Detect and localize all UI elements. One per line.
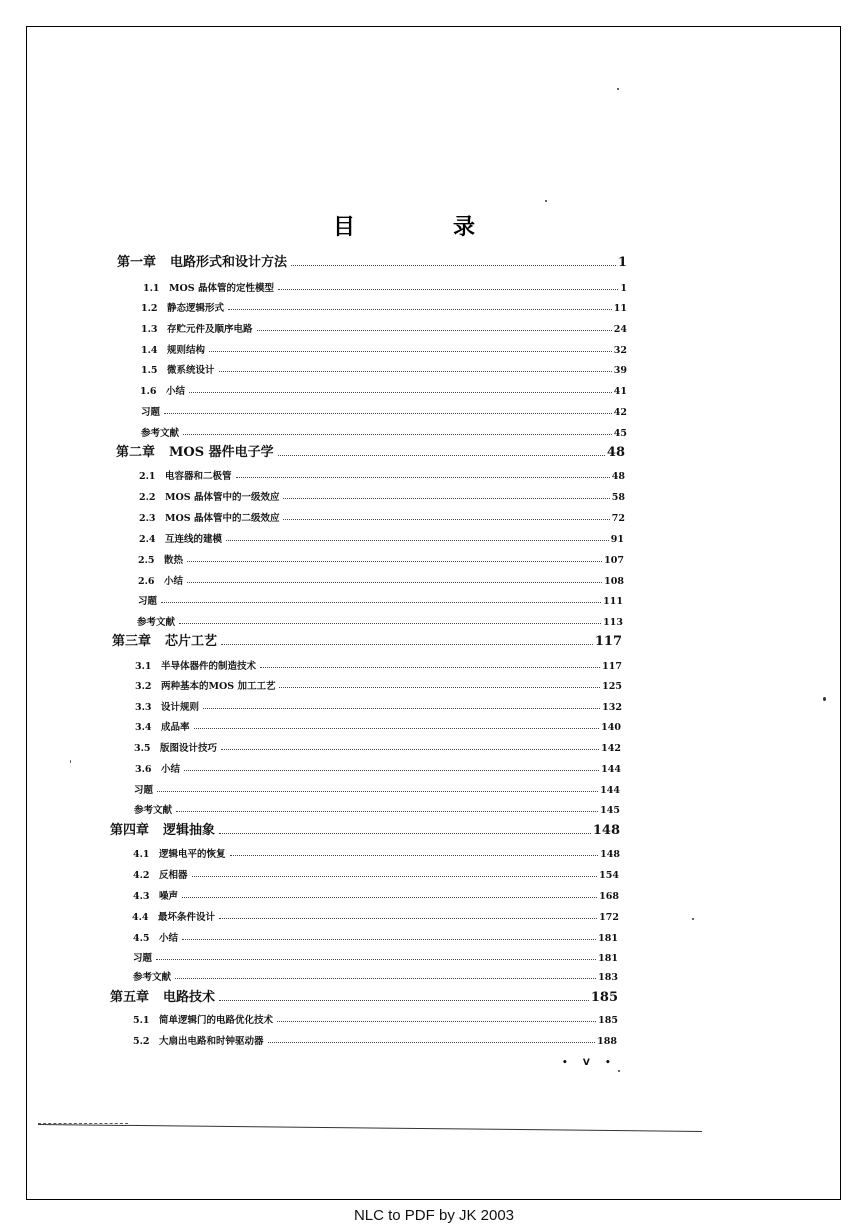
toc-entry-page: 185 [590,990,618,1005]
toc-entry [135,672,622,692]
toc-entry-number: 第五章 [110,990,150,1005]
toc-entry-number: 2.5 [138,555,155,566]
toc-entry [139,525,624,545]
toc-entry [143,274,627,294]
toc-entry-title: 电路形式和设计方法 [170,255,288,270]
toc-entry-title: 散热 [164,555,184,566]
toc-entry [137,608,623,628]
toc-dot-leader [187,582,602,583]
toc-dot-leader [192,876,598,877]
toc-entry [133,924,618,944]
toc-entry [116,440,625,460]
toc-dot-leader [228,309,612,310]
toc-entry-number: 1.6 [140,386,157,397]
toc-entry-page: 154 [599,870,619,881]
toc-dot-leader [277,1021,596,1022]
toc-entry-page: 148 [592,823,620,838]
toc-entry [133,1006,618,1026]
toc-dot-leader [209,351,612,352]
toc-entry-number: 3.4 [135,722,152,733]
toc-title: 目 录 [333,215,514,240]
scan-speck [618,1070,620,1072]
toc-entry-number: 5.1 [133,1015,150,1026]
toc-entry [141,356,627,376]
toc-entry-title: 半导体器件的制造技术 [161,661,257,672]
toc-entry [141,336,627,356]
toc-entry-page: 41 [613,386,627,397]
footer-text: NLC to PDF by JK 2003 [353,1207,515,1224]
toc-entry-title: 参考文献 [137,617,176,628]
toc-entry-page: 183 [598,972,618,983]
toc-dot-leader [184,770,599,771]
toc-dot-leader [156,959,596,960]
toc-entry [139,483,625,503]
toc-entry [141,419,627,439]
toc-entry-title: MOS 晶体管的定性模型 [169,283,274,294]
toc-entry [138,567,624,587]
toc-dot-leader [278,289,618,290]
toc-dot-leader [164,413,612,414]
toc-entry-number: 1.2 [141,303,158,314]
toc-entry-number: 2.4 [139,534,156,545]
toc-entry-number: 2.6 [138,576,155,587]
toc-entry-title: 存贮元件及顺序电路 [167,324,253,335]
toc-entry [133,840,620,860]
toc-entry-number: 2.3 [139,513,156,524]
toc-entry-page: 58 [611,492,625,503]
toc-entry-page: 113 [603,617,623,628]
toc-entry [140,377,627,397]
toc-entry-number: 1.1 [143,283,160,294]
toc-dot-leader [230,855,599,856]
toc-entry-number: 1.4 [141,345,158,356]
toc-entry-page: 148 [600,849,620,860]
toc-entry-page: 181 [598,933,618,944]
toc-entry-title: 习题 [134,785,154,796]
toc-entry-title: 设计规则 [161,702,200,713]
toc-entry-page: 32 [613,345,627,356]
toc-entry-page: 168 [599,891,619,902]
toc-entry-title: 简单逻辑门的电路优化技术 [159,1015,274,1026]
toc-entry-title: MOS 晶体管中的二级效应 [165,513,280,524]
toc-entry-page: 117 [602,661,622,672]
toc-entry-page: 48 [611,471,625,482]
toc-entry-number: 4.2 [133,870,150,881]
toc-dot-leader [175,978,596,979]
toc-entry-title: 小结 [166,386,186,397]
toc-entry-title: 参考文献 [134,805,173,816]
toc-dot-leader [257,330,612,331]
toc-entry [110,985,618,1005]
toc-entry-page: 144 [601,764,621,775]
toc-dot-leader [182,897,597,898]
toc-dot-leader [291,265,616,266]
toc-dot-leader [279,687,600,688]
toc-entry-page: 172 [599,912,619,923]
toc-entry-page: 145 [600,805,620,816]
toc-entry-page: 45 [613,428,627,439]
toc-entry-title: 参考文献 [141,428,180,439]
scan-speck [70,760,71,763]
toc-entry-page: 1 [620,283,627,294]
toc-entry-title: 静态逻辑形式 [167,303,225,314]
toc-entry-number: 1.3 [141,324,158,335]
toc-entry [112,629,622,649]
toc-entry-title: MOS 器件电子学 [169,445,274,460]
page-number: • Ⅴ • [562,1058,617,1068]
toc-entry-page: 111 [603,596,623,607]
toc-entry [134,776,620,796]
toc-entry-title: 噪声 [159,891,179,902]
toc-entry-title: 大扇出电路和时钟驱动器 [159,1036,264,1047]
toc-entry-page: 117 [594,634,622,649]
toc-entry-title: 版图设计技巧 [160,743,218,754]
toc-entry-page: 144 [600,785,620,796]
toc-entry-number: 4.3 [133,891,150,902]
toc-dot-leader [183,434,612,435]
toc-entry-title: 电路技术 [163,990,216,1005]
toc-dot-leader [219,1000,589,1001]
toc-dot-leader [189,392,612,393]
toc-dot-leader [203,708,600,709]
toc-entry-title: 微系统设计 [167,365,215,376]
toc-dot-leader [157,791,598,792]
toc-entry-title: 规则结构 [167,345,206,356]
toc-dot-leader [194,728,600,729]
toc-entry-page: 185 [598,1015,618,1026]
toc-entry-page: 181 [598,953,618,964]
toc-entry-title: 习题 [141,407,161,418]
toc-entry-page: 108 [604,576,624,587]
toc-entry-number: 第四章 [110,823,150,838]
toc-entry-page: 107 [604,555,624,566]
toc-entry-number: 2.1 [139,471,156,482]
toc-entry [135,713,621,733]
toc-dot-leader [268,1042,596,1043]
toc-entry [139,462,625,482]
toc-entry [133,882,619,902]
toc-entry-page: 140 [601,722,621,733]
toc-entry-title: 习题 [133,953,153,964]
scan-speck [823,697,826,701]
toc-entry-title: 习题 [138,596,158,607]
toc-entry-title: 逻辑电平的恢复 [159,849,226,860]
toc-entry [139,504,625,524]
toc-entry-number: 3.5 [134,743,151,754]
toc-dot-leader [219,918,597,919]
toc-entry [135,693,622,713]
toc-entry-number: 5.2 [133,1036,150,1047]
toc-entry-page: 11 [613,303,627,314]
toc-dot-leader [221,644,593,645]
toc-entry-page: 48 [606,445,625,460]
toc-entry [133,1027,617,1047]
toc-entry-page: 42 [613,407,627,418]
toc-dot-leader [283,498,609,499]
toc-entry-title: 芯片工艺 [165,634,218,649]
toc-entry-number: 3.3 [135,702,152,713]
toc-entry-title: 互连线的建模 [165,534,223,545]
toc-entry-title: 电容器和二极管 [165,471,232,482]
toc-entry-title: 小结 [164,576,184,587]
toc-entry-page: 125 [602,681,622,692]
toc-entry [133,861,619,881]
toc-entry-number: 3.2 [135,681,152,692]
toc-entry [141,398,627,418]
toc-entry-title: 小结 [161,764,181,775]
toc-entry-title: MOS 晶体管中的一级效应 [165,492,280,503]
toc-entry-title: 反相器 [159,870,188,881]
toc-dot-leader [187,561,602,562]
toc-entry [132,903,619,923]
toc-entry-title: 最坏条件设计 [158,912,216,923]
toc-entry [133,944,618,964]
toc-entry-title: 成品率 [161,722,190,733]
toc-entry-number: 4.4 [132,912,149,923]
toc-dot-leader [278,455,605,456]
toc-entry-number: 2.2 [139,492,156,503]
toc-entry [135,652,622,672]
toc-entry-number: 4.1 [133,849,150,860]
toc-dot-leader [226,540,609,541]
toc-entry [134,734,621,754]
toc-entry [110,818,620,838]
toc-entry [138,587,623,607]
toc-entry-page: 1 [617,255,627,270]
toc-entry-number: 3.1 [135,661,152,672]
toc-entry-page: 91 [610,534,624,545]
toc-entry [135,755,621,775]
toc-dot-leader [260,667,600,668]
scan-speck [692,918,694,920]
scan-speck [545,200,547,202]
toc-entry [134,796,620,816]
toc-entry-page: 132 [602,702,622,713]
toc-entry-number: 3.6 [135,764,152,775]
toc-entry-number: 第三章 [112,634,152,649]
toc-dot-leader [176,811,598,812]
toc-entry [141,315,627,335]
toc-entry [117,250,627,270]
toc-entry-title: 小结 [159,933,179,944]
toc-dot-leader [182,939,596,940]
toc-entry-page: 142 [601,743,621,754]
toc-entry-title: 参考文献 [133,972,172,983]
toc-entry-page: 24 [613,324,627,335]
toc-entry-number: 第二章 [116,445,156,460]
toc-entry [133,963,618,983]
toc-entry-number: 第一章 [117,255,157,270]
toc-dot-leader [283,519,609,520]
toc-entry-page: 39 [613,365,627,376]
toc-dot-leader [219,371,612,372]
toc-dot-leader [161,602,601,603]
toc-entry-number: 4.5 [133,933,150,944]
scan-speck [617,88,619,90]
toc-dot-leader [236,477,610,478]
toc-dot-leader [221,749,599,750]
toc-dot-leader [179,623,601,624]
toc-entry-page: 72 [611,513,625,524]
toc-entry [141,294,627,314]
toc-entry-title: 逻辑抽象 [163,823,216,838]
toc-entry-page: 188 [597,1036,617,1047]
toc-entry-title: 两种基本的MOS 加工工艺 [161,681,276,692]
toc-entry [138,546,624,566]
toc-entry-number: 1.5 [141,365,158,376]
toc-dot-leader [219,833,591,834]
